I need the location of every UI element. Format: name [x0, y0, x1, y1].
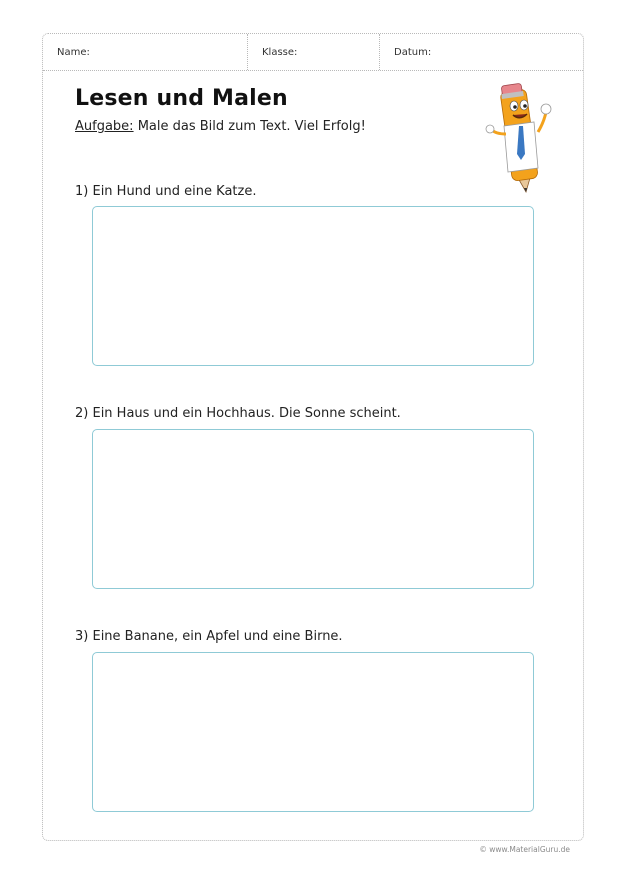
- name-field[interactable]: [43, 34, 248, 70]
- datum-field[interactable]: [380, 34, 583, 70]
- klasse-field[interactable]: [248, 34, 380, 70]
- drawing-box-1[interactable]: [92, 206, 534, 366]
- student-info-row: [43, 34, 583, 71]
- klasse-label: Klasse:: [262, 46, 298, 58]
- task-item-2-text: 2) Ein Haus und ein Hochhaus. Die Sonne scheint.: [75, 406, 401, 421]
- datum-label: Datum:: [394, 46, 432, 58]
- pencil-mascot-icon: [484, 82, 554, 194]
- task-item-1-text: 1) Ein Hund und eine Katze.: [75, 184, 257, 199]
- task-item-3-text: 3) Eine Banane, ein Apfel und eine Birne.: [75, 629, 343, 644]
- drawing-box-2[interactable]: [92, 429, 534, 589]
- task-text: Male das Bild zum Text. Viel Erfolg!: [133, 119, 366, 134]
- page-title: Lesen und Malen: [75, 86, 288, 111]
- drawing-box-3[interactable]: [92, 652, 534, 812]
- task-instruction: [75, 119, 366, 134]
- copyright-footer: © www.MaterialGuru.de: [479, 845, 570, 854]
- name-label: Name:: [57, 46, 90, 58]
- task-label: Aufgabe:: [75, 119, 134, 134]
